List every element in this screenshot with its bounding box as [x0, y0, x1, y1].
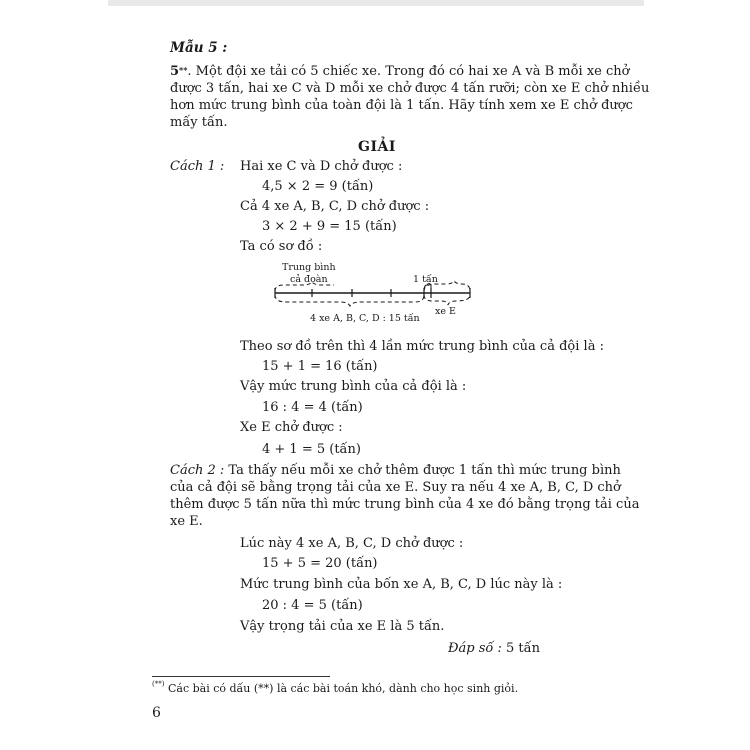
method2-step-3: Vậy trọng tải của xe E là 5 tấn. — [240, 619, 445, 634]
diagram-bottom-brace — [275, 295, 424, 306]
answer-line — [448, 641, 540, 657]
method1-calc-2: 3 × 2 + 9 = 15 (tấn) — [262, 219, 397, 234]
method1-line-3: Ta có sơ đồ : — [240, 239, 323, 254]
method2-label: Cách 2 : — [170, 463, 225, 478]
method1-calc-6: 4 + 1 = 5 (tấn) — [262, 442, 361, 457]
top-edge-band — [108, 0, 644, 6]
method2-calc-2: 20 : 4 = 5 (tấn) — [262, 598, 363, 613]
footnote-mark: (**) — [152, 680, 165, 688]
method2-line-2: của cả đội sẽ bằng trọng tải của xe E. Suy ra nếu 4 xe A, B, C, D chở — [170, 480, 621, 495]
diagram-bottom-label: 4 xe A, B, C, D : 15 tấn — [310, 313, 420, 324]
method2-line-1 — [170, 463, 621, 479]
method2-line-3: thêm được 5 tấn nữa thì mức trung bình của 4 xe đó bằng trọng tải của — [170, 497, 640, 512]
method1-calc-4: 15 + 1 = 16 (tấn) — [262, 359, 378, 374]
sample-heading: Mẫu 5 : — [170, 40, 228, 56]
page-number: 6 — [152, 705, 161, 721]
method2-step-2: Mức trung bình của bốn xe A, B, C, D lúc này là : — [240, 577, 563, 592]
footnote-rule — [152, 676, 330, 677]
method1-line-2: Cả 4 xe A, B, C, D chở được : — [240, 199, 430, 214]
diagram-avg-label-2: cả đoàn — [290, 274, 328, 285]
method1-calc-5: 16 : 4 = 4 (tấn) — [262, 400, 363, 415]
method2-text-1: Ta thấy nếu mỗi xe chở thêm được 1 tấn thì mức trung bình — [228, 463, 621, 478]
method1-line-4: Theo sơ đồ trên thì 4 lần mức trung bình của cả đội là : — [240, 339, 604, 354]
problem-line-1 — [170, 64, 629, 80]
problem-line-4: mấy tấn. — [170, 115, 228, 130]
answer-label: Đáp số : — [448, 641, 502, 656]
footnote-text: Các bài có dấu (**) là các bài toán khó, dành cho học sinh giỏi. — [167, 682, 519, 695]
problem-line-2: được 3 tấn, hai xe C và D mỗi xe chở được 4 tấn rưỡi; còn xe E chở nhiều — [170, 81, 650, 96]
method1-label: Cách 1 : — [170, 159, 225, 174]
problem-mark: ** — [179, 65, 188, 75]
method1-line-5: Vậy mức trung bình của cả đội là : — [240, 379, 467, 394]
segment-diagram — [270, 258, 485, 326]
diagram-extra-label: 1 tấn — [413, 274, 438, 285]
problem-number: 5 — [170, 64, 180, 79]
answer-value: 5 tấn — [505, 641, 540, 656]
method1-line-6: Xe E chở được : — [240, 420, 343, 435]
solution-title: GIẢI — [358, 139, 396, 155]
method2-line-4: xe E. — [170, 514, 203, 529]
method2-step-1: Lúc này 4 xe A, B, C, D chở được : — [240, 536, 464, 551]
problem-text-1: . Một đội xe tải có 5 chiếc xe. Trong đó có hai xe A và B mỗi xe chở — [187, 64, 630, 79]
problem-line-3: hơn mức trung bình của toàn đội là 1 tấn. Hãy tính xem xe E chở được — [170, 98, 633, 113]
method1-calc-1: 4,5 × 2 = 9 (tấn) — [262, 179, 374, 194]
method2-calc-1: 15 + 5 = 20 (tấn) — [262, 556, 378, 571]
method1-line-1: Hai xe C và D chở được : — [240, 159, 403, 174]
diagram-avg-label-1: Trung bình — [282, 262, 336, 273]
diagram-truck-label: xe E — [435, 306, 456, 317]
footnote — [152, 682, 518, 695]
